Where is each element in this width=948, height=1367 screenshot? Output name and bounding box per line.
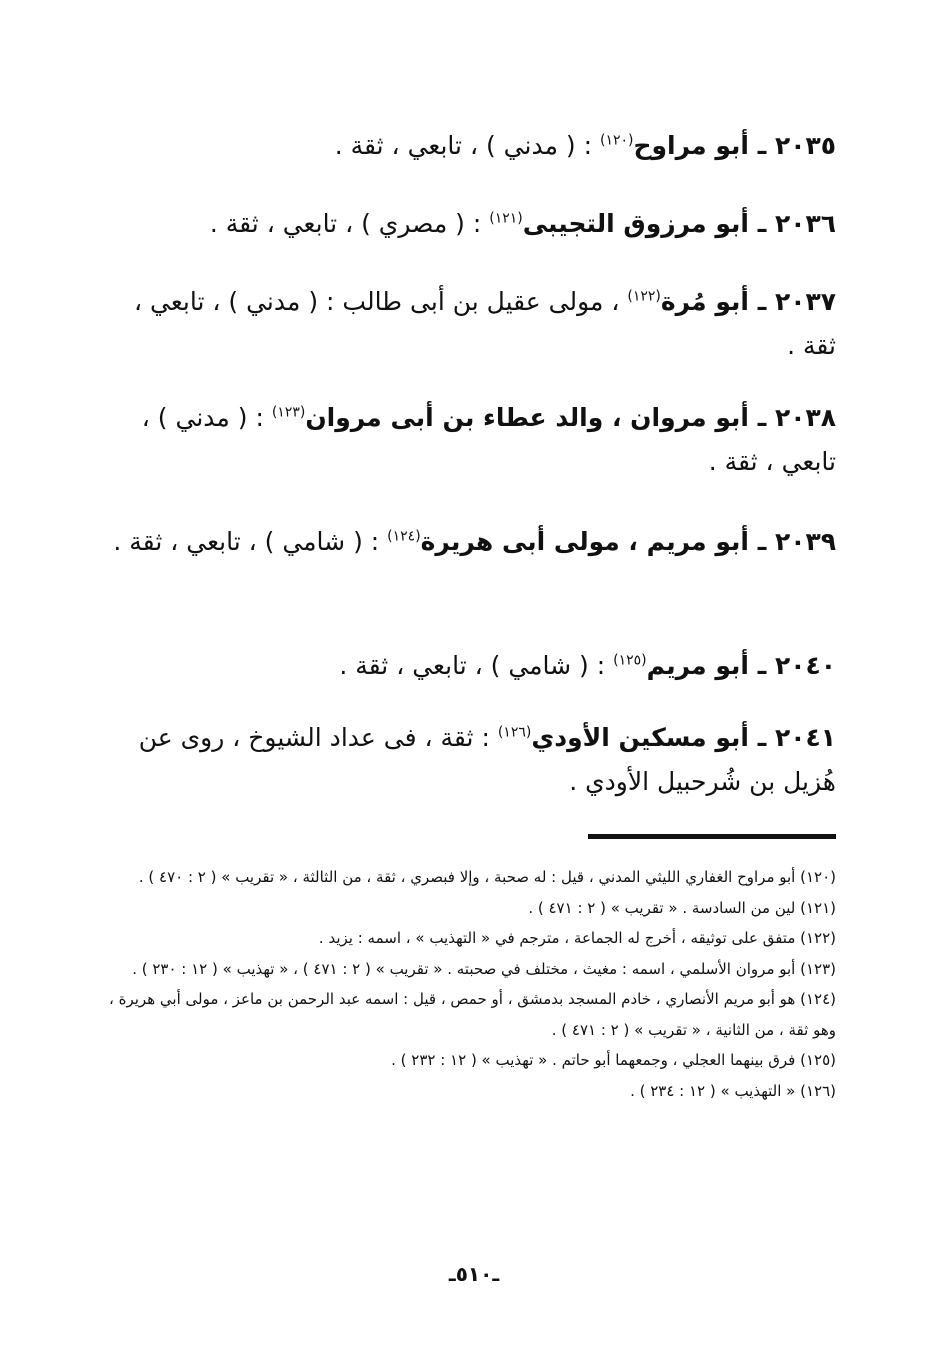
footnote-125: (١٢٥) فرق بينهما العجلي ، وجمعهما أبو حاتم . « تهذيب » ( ١٢ : ٢٣٢ ) .	[391, 1051, 836, 1069]
footnote-marker: (١٢٠)	[600, 132, 634, 149]
footnote-122: (١٢٢) متفق على توثيقه ، أخرج له الجماعة ، مترجم في « التهذيب » ، اسمه : يزيد .	[318, 929, 836, 947]
entry-description: : ( مصري ) ، تابعي ، ثقة .	[209, 209, 490, 238]
entry-description: : ( مدني ) ، تابعي ، ثقة .	[141, 403, 836, 476]
entry-number: ٢٠٣٥	[774, 131, 836, 160]
footnote-marker: (١٢١)	[489, 210, 523, 227]
entry-number: ٢٠٣٦	[774, 209, 836, 238]
footnote-separator	[588, 834, 836, 839]
entry-number: ٢٠٣٧	[774, 287, 836, 316]
footnote-126: (١٢٦) « التهذيب » ( ١٢ : ٢٣٤ ) .	[630, 1081, 836, 1100]
entry-description: : ( مدني ) ، تابعي ، ثقة .	[334, 131, 600, 160]
entry-2036	[106, 202, 836, 246]
footnote-marker: (١٢٥)	[613, 652, 647, 669]
entry-description: : ( شامي ) ، تابعي ، ثقة .	[339, 651, 614, 680]
entry-number: ٢٠٣٨	[774, 403, 836, 432]
entry-2041	[106, 716, 836, 804]
entry-2037	[106, 280, 836, 368]
footnote-123: (١٢٣) أبو مروان الأسلمي ، اسمه : مغيث ، مختلف في صحبته . « تقريب » ( ٢ : ٤٧١ ) ، « تهذيب » ( ١٢ : ٢٣٠ ) .	[132, 959, 836, 978]
entry-description: : ( شامي ) ، تابعي ، ثقة .	[113, 527, 388, 556]
footnotes	[86, 862, 836, 1106]
footnote-121: (١٢١) لين من السادسة . « تقريب » ( ٢ : ٤٧١ ) .	[528, 898, 836, 917]
entry-2040	[106, 644, 836, 688]
page-number: ـ٥١٠ـ	[448, 1262, 500, 1286]
footnote-124: (١٢٤) هو أبو مريم الأنصاري ، خادم المسجد بدمشق ، أو حمص ، قيل : اسمه عبد الرحمن بن ماعز ، مولى أبي هريرة ، وهو ثقة ، من الثانية ، « تقريب » ( ٢ : ٤٧١ ) .	[109, 990, 836, 1039]
footnote-marker: (١٢٢)	[627, 288, 661, 305]
entry-name: ـ أبو مريم	[646, 651, 775, 680]
footnote-marker: (١٢٣)	[271, 404, 306, 421]
entry-name: ـ أبو مراوح	[633, 131, 775, 160]
entry-name: ـ أبو مرزوق التجيبى	[522, 209, 775, 238]
entry-name: ـ أبو مُرة	[660, 287, 775, 316]
entry-2038	[106, 396, 836, 484]
footnote-marker: (١٢٦)	[497, 724, 532, 741]
entry-name: ـ أبو مسكين الأودي	[531, 723, 775, 752]
entry-number: ٢٠٣٩	[774, 527, 836, 556]
entry-name: ـ أبو مروان ، والد عطاء بن أبى مروان	[305, 403, 775, 432]
footnote-120: (١٢٠) أبو مراوح الغفاري الليثي المدني ، قيل : له صحبة ، وإلا فبصري ، ثقة ، من الثالثة ، « تقريب » ( ٢ : ٤٧٠ ) .	[138, 868, 836, 886]
entry-description: : ثقة ، فى عداد الشيوخ ، روى عن هُزيل بن شُرحبيل الأودي .	[138, 723, 836, 796]
entry-number: ٢٠٤٠	[774, 651, 836, 680]
entry-name: ـ أبو مريم ، مولى أبى هريرة	[420, 527, 775, 556]
entry-description: ، مولى عقيل بن أبى طالب : ( مدني ) ، تابعي ، ثقة .	[133, 287, 836, 360]
entry-2035	[106, 124, 836, 168]
entry-number: ٢٠٤١	[774, 723, 836, 752]
entry-2039	[106, 520, 836, 564]
footnote-marker: (١٢٤)	[387, 528, 421, 545]
